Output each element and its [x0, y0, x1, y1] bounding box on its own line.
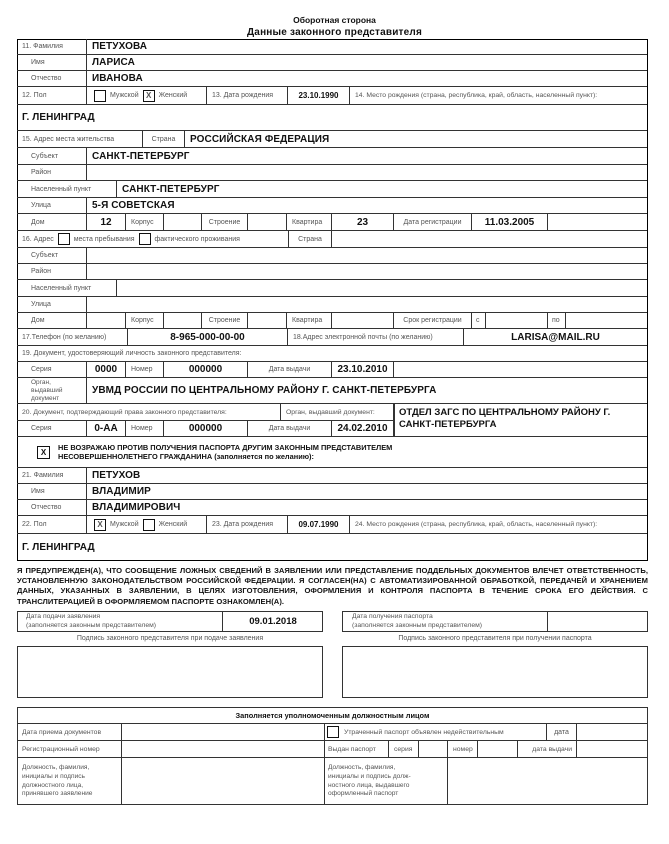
patronymic-label: Отчество: [17, 71, 87, 87]
rep2-birthplace-field[interactable]: Г. ЛЕНИНГРАД: [22, 542, 95, 553]
sex-female-label: Женский: [158, 92, 188, 99]
stay-country-label: Страна: [289, 231, 332, 248]
rights-number-field[interactable]: 000000: [164, 421, 248, 437]
rights-issue-date-label: Дата выдачи: [248, 421, 332, 437]
sex-male-label: Мужской: [110, 92, 139, 99]
stay-building-label: Строение: [202, 313, 248, 329]
rep2-sex-female-label: Женский: [158, 521, 188, 528]
residence-filler: [548, 214, 647, 231]
id-series-label: Серия: [17, 362, 87, 378]
rep2-birthdate-label: 23. Дата рождения: [207, 516, 288, 534]
residence-flat-field[interactable]: 23: [332, 214, 394, 231]
id-series-field[interactable]: 0000: [87, 362, 126, 378]
issued-number-label: номер: [448, 741, 478, 758]
rights-issuer-line: ОТДЕЛ ЗАГС ПО ЦЕНТРАЛЬНОМУ РАЙОНУ Г.: [399, 407, 611, 418]
issued-series-field[interactable]: [419, 741, 448, 758]
email-field[interactable]: LARISA@MAIL.RU: [464, 329, 647, 346]
rights-issuer-line: САНКТ-ПЕТЕРБУРГА: [399, 419, 497, 430]
residence-reg-date-label: Дата регистрации: [394, 214, 472, 231]
accept-date-field[interactable]: [122, 724, 325, 741]
rights-series-field[interactable]: 0-АА: [87, 421, 126, 437]
stay-building-field[interactable]: [248, 313, 287, 329]
stay-korpus-label: Корпус: [126, 313, 164, 329]
acceptor-signature-field[interactable]: [122, 758, 325, 805]
signature-submit-box[interactable]: [17, 646, 323, 698]
rep2-sex-label: 22. Пол: [17, 516, 87, 534]
stay-address-label: 16. Адрес: [22, 235, 54, 243]
issued-date-field[interactable]: [577, 741, 647, 758]
residence-house-label: Дом: [17, 214, 87, 231]
issued-date-label: дата выдачи: [518, 741, 577, 758]
stay-district-label: Район: [17, 264, 87, 280]
stay-locality-label: Населенный пункт: [17, 280, 117, 297]
issuer-official-signature-field[interactable]: [448, 758, 647, 805]
acceptor-label-line: Должность, фамилия,: [22, 764, 90, 772]
residence-korpus-field[interactable]: [164, 214, 202, 231]
issued-number-field[interactable]: [478, 741, 518, 758]
stay-from-field[interactable]: [486, 313, 548, 329]
surname-label: 11. Фамилия: [17, 39, 87, 55]
stay-to-label: по: [548, 313, 566, 329]
rights-number-label: Номер: [126, 421, 164, 437]
rights-series-label: Серия: [17, 421, 87, 437]
reg-number-field[interactable]: [122, 741, 325, 758]
lost-passport-option: [325, 724, 547, 741]
stay-house-label: Дом: [17, 313, 87, 329]
residence-korpus-label: Корпус: [126, 214, 164, 231]
submission-date-label-line: (заполняется законным представителем): [26, 622, 157, 629]
sex-male-checkbox[interactable]: [94, 90, 106, 102]
stay-house-field[interactable]: [87, 313, 126, 329]
stay-actual-checkbox[interactable]: [139, 233, 151, 245]
name-label: Имя: [17, 55, 87, 71]
receipt-date-field[interactable]: [548, 611, 648, 632]
page-side-label: Оборотная сторона: [293, 15, 376, 25]
acceptor-label: [17, 758, 122, 805]
rep2-birthdate-field[interactable]: 09.07.1990: [288, 516, 350, 534]
residence-country-field[interactable]: РОССИЙСКАЯ ФЕДЕРАЦИЯ: [185, 131, 647, 148]
stay-korpus-field[interactable]: [164, 313, 202, 329]
residence-locality-field[interactable]: САНКТ-ПЕТЕРБУРГ: [117, 181, 647, 198]
stay-actual-label: фактического проживания: [154, 235, 240, 243]
receipt-date-label-line: (заполняется законным представителем): [352, 622, 483, 629]
stay-from-label: с: [472, 313, 486, 329]
rep2-surname-field[interactable]: ПЕТУХОВ: [87, 468, 647, 484]
legal-notice: Я ПРЕДУПРЕЖДЕН(А), ЧТО СООБЩЕНИЕ ЛОЖНЫХ СВЕДЕНИЙ В ЗАЯВЛЕНИИ ИЛИ ПРЕДСТАВЛЕНИЕ ПОДДЕЛЬНЫХ ДОКУМЕНТОВ ВЛЕЧЕТ ОТВЕТСТВЕННОСТЬ, УСТАНОВЛЕННУЮ ЗАКОНОДАТЕЛЬСТВОМ РОССИЙСКОЙ ФЕДЕРАЦИИ. Я СОГЛАСЕН(НА) С АВТОМАТИЗИРОВАННОЙ ОБРАБОТКОЙ, ПЕРЕДАЧЕЙ И ХРАНЕНИЕМ ДАННЫХ, УКАЗАННЫХ В ЗАЯВЛЕНИИ, В ЦЕЛЯХ ИЗГОТОВЛЕНИЯ, ОФОРМЛЕНИЯ И КОНТРОЛЯ ПАСПОРТА В ТЕЧЕНИЕ СРОКА ЕГО ДЕЙСТВИЯ. С ТРАНСЛИТЕРАЦИЕЙ В ОФОРМЛЯЕМОМ ПАСПОРТЕ ОЗНАКОМЛЕН(А).: [17, 566, 648, 606]
stay-reg-period-label: Срок регистрации: [394, 313, 472, 329]
birthplace-field[interactable]: Г. ЛЕНИНГРАД: [17, 105, 647, 131]
consent-row: [17, 437, 647, 468]
sex-options: [87, 87, 207, 105]
lost-date-field[interactable]: [577, 724, 647, 741]
email-label: 18.Адрес электронной почты (по желанию): [288, 329, 464, 346]
rep2-name-label: Имя: [17, 484, 87, 500]
residence-street-label: Улица: [17, 198, 87, 214]
rep2-sex-male-label: Мужской: [110, 521, 139, 528]
id-filler: [394, 362, 647, 378]
birthplace-label: 14. Место рождения (страна, республика, край, область, населенный пункт):: [350, 87, 647, 105]
stay-locality-field[interactable]: [117, 280, 647, 297]
sex-label: 12. Пол: [17, 87, 87, 105]
acceptor-label-line: должностного лица,: [22, 781, 84, 789]
rights-issuer-label: Орган, выдавший документ:: [281, 404, 394, 421]
id-issue-date-label: Дата выдачи: [248, 362, 332, 378]
rep2-birthplace-label: 24. Место рождения (страна, республика, край, область, населенный пункт):: [350, 516, 647, 534]
residence-locality-label: Населенный пункт: [17, 181, 117, 198]
id-number-label: Номер: [126, 362, 164, 378]
receipt-date-label-line: Дата получения паспорта: [352, 613, 433, 620]
stay-subject-field[interactable]: [87, 248, 647, 264]
rights-issuer-field[interactable]: [394, 404, 647, 437]
page-title: Данные законного представителя: [246, 27, 423, 38]
phone-field[interactable]: 8-965-000-00-00: [128, 329, 288, 346]
rep2-patronymic-field[interactable]: ВЛАДИМИРОВИЧ: [87, 500, 647, 516]
stay-temporary-label: места пребывания: [73, 235, 135, 243]
id-issuer-label-line: документ: [31, 394, 60, 402]
signature-receive-box[interactable]: [342, 646, 648, 698]
rights-doc-label: 20. Документ, подтверждающий права законного представителя:: [17, 404, 281, 421]
phone-label: 17.Телефон (по желанию): [17, 329, 128, 346]
id-issuer-label: [17, 378, 87, 404]
residence-address-label: 15. Адрес места жительства: [17, 131, 143, 148]
issuer-official-label-line: ностного лица, выдавшего: [328, 781, 410, 789]
reg-number-label: Регистрационный номер: [17, 741, 122, 758]
id-issuer-field[interactable]: УВМД РОССИИ ПО ЦЕНТРАЛЬНОМУ РАЙОНУ Г. САНКТ-ПЕТЕРБУРГА: [87, 378, 647, 404]
residence-building-field[interactable]: [248, 214, 287, 231]
residence-subject-label: Субъект: [17, 148, 87, 165]
rep2-sex-female-checkbox[interactable]: [143, 519, 155, 531]
stay-flat-label: Квартира: [287, 313, 332, 329]
lost-date-label: дата: [547, 724, 577, 741]
rights-divider: [394, 404, 395, 437]
signature-submit-caption: Подпись законного представителя при подаче заявления: [76, 635, 264, 642]
surname-field[interactable]: ПЕТУХОВА: [87, 39, 647, 55]
stay-street-label: Улица: [17, 297, 87, 313]
stay-district-field[interactable]: [87, 264, 647, 280]
issuer-official-label: [325, 758, 448, 805]
consent-line: НЕСОВЕРШЕННОЛЕТНЕГО ГРАЖДАНИНА (заполняется по желанию):: [58, 452, 314, 461]
patronymic-field[interactable]: ИВАНОВА: [87, 71, 647, 87]
stay-address-options: [17, 231, 289, 248]
consent-line: НЕ ВОЗРАЖАЮ ПРОТИВ ПОЛУЧЕНИЯ ПАСПОРТА ДРУГИМ ЗАКОННЫМ ПРЕДСТАВИТЕЛЕМ: [58, 442, 393, 452]
issued-series-label: серия: [389, 741, 419, 758]
stay-to-field[interactable]: [566, 313, 647, 329]
residence-reg-date-field[interactable]: 11.03.2005: [472, 214, 548, 231]
acceptor-label-line: принявшего заявление: [22, 790, 93, 798]
residence-house-field[interactable]: 12: [87, 214, 126, 231]
residence-country-label: Страна: [143, 131, 185, 148]
id-issuer-label-line: выдавший: [31, 386, 63, 394]
submission-date-label: [26, 612, 216, 630]
id-doc-label: 19. Документ, удостоверяющий личность законного представителя:: [17, 346, 647, 362]
rep2-patronymic-label: Отчество: [17, 500, 87, 516]
sex-female-checkbox[interactable]: X: [143, 90, 155, 102]
consent-text: [58, 443, 392, 462]
rep2-sex-options: [87, 516, 207, 534]
submission-date-field[interactable]: 09.01.2018: [249, 616, 297, 627]
name-field[interactable]: ЛАРИСА: [87, 55, 647, 71]
signature-receive-caption: Подпись законного представителя при получении паспорта: [398, 635, 592, 642]
id-number-field[interactable]: 000000: [164, 362, 248, 378]
issuer-official-label-line: оформленный паспорт: [328, 790, 399, 798]
residence-building-label: Строение: [202, 214, 248, 231]
id-issuer-label-line: Орган,: [31, 378, 51, 386]
lost-passport-checkbox[interactable]: [327, 726, 339, 738]
rep2-surname-label: 21. Фамилия: [17, 468, 87, 484]
birthdate-label: 13. Дата рождения: [207, 87, 288, 105]
stay-subject-label: Субъект: [17, 248, 87, 264]
stay-flat-field[interactable]: [332, 313, 394, 329]
rights-issue-date-field[interactable]: 24.02.2010: [332, 421, 394, 437]
submission-date-label-line: Дата подачи заявления: [26, 613, 101, 620]
rep2-sex-male-checkbox[interactable]: X: [94, 519, 106, 531]
stay-temporary-checkbox[interactable]: [58, 233, 70, 245]
id-issue-date-field[interactable]: 23.10.2010: [332, 362, 394, 378]
lost-passport-label: Утраченный паспорт объявлен недействительным: [344, 728, 504, 736]
acceptor-label-line: инициалы и подпись: [22, 772, 85, 780]
residence-district-field[interactable]: [87, 165, 647, 181]
official-title: Заполняется уполномоченным должностным лицом: [17, 707, 648, 724]
issuer-official-label-line: инициалы и подпись долж-: [328, 772, 411, 780]
consent-checkbox[interactable]: X: [37, 446, 50, 459]
rep2-name-field[interactable]: ВЛАДИМИР: [87, 484, 647, 500]
issued-passport-label: Выдан паспорт: [325, 741, 389, 758]
receipt-date-label: [352, 612, 542, 630]
residence-flat-label: Квартира: [287, 214, 332, 231]
accept-date-label: Дата приема документов: [17, 724, 122, 741]
issuer-official-label-line: Должность, фамилия,: [328, 764, 396, 772]
stay-country-field[interactable]: [332, 231, 647, 248]
birthdate-field[interactable]: 23.10.1990: [288, 87, 350, 105]
residence-subject-field[interactable]: САНКТ-ПЕТЕРБУРГ: [87, 148, 647, 165]
residence-street-field[interactable]: 5-Я СОВЕТСКАЯ: [87, 198, 647, 214]
residence-district-label: Район: [17, 165, 87, 181]
stay-street-field[interactable]: [87, 297, 647, 313]
